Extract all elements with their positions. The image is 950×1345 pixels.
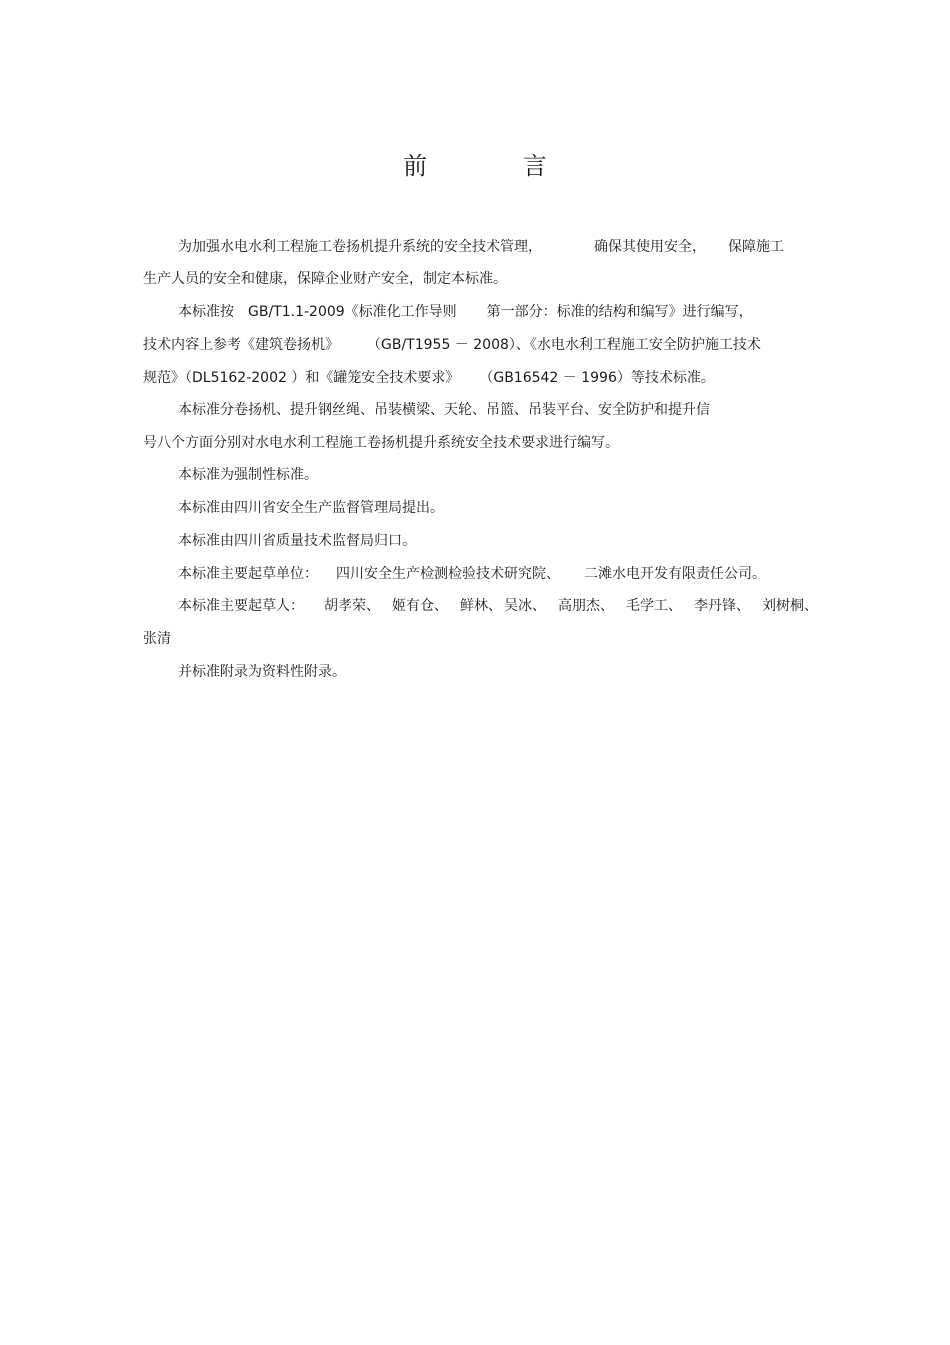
- text-segment: 高朋杰、: [558, 598, 614, 614]
- text-segment: GB/T1.1-2009《标准化工作导则: [248, 304, 457, 320]
- paragraph-line: [178, 663, 346, 681]
- text-segment: 鲜林、: [460, 598, 502, 614]
- text-segment: 二滩水电开发有限责任公司。: [584, 566, 766, 582]
- text-segment: 本标准主要起草人：: [178, 598, 304, 614]
- paragraph-line: [178, 466, 318, 484]
- text-segment: 为加强水电水利工程施工卷扬机提升系统的安全技术管理，: [178, 239, 542, 255]
- text-segment: 并标准附录为资料性附录。: [178, 664, 346, 680]
- paragraph-line: [178, 401, 710, 419]
- text-segment: （GB/T1955 － 2008）、《水电水利工程施工安全防护施工技术: [367, 337, 761, 353]
- paragraph-line: [143, 630, 171, 648]
- paragraph-line: [178, 532, 416, 550]
- text-segment: 本标准主要起草单位：: [178, 566, 318, 582]
- text-segment: 张清: [143, 631, 171, 647]
- text-segment: 确保其使用安全，: [594, 239, 706, 255]
- text-segment: 保障施工: [728, 239, 784, 255]
- text-segment: 胡孝荣、: [324, 598, 380, 614]
- paragraph-line: [143, 336, 761, 354]
- text-segment: 规范》（DL5162-2002 ）和《罐笼安全技术要求》: [143, 370, 460, 386]
- text-segment: 吴冰、: [504, 598, 546, 614]
- text-segment: 号八个方面分别对水电水利工程施工卷扬机提升系统安全技术要求进行编写。: [143, 435, 619, 451]
- page-title: 前 言: [403, 152, 591, 180]
- text-segment: 李丹锋、: [694, 598, 750, 614]
- text-segment: 四川安全生产检测检验技术研究院、: [336, 566, 560, 582]
- paragraph-line: [178, 238, 784, 256]
- paragraph-line: [178, 499, 444, 517]
- paragraph-line: [143, 434, 619, 452]
- text-segment: 技术内容上参考《建筑卷扬机》: [143, 337, 339, 353]
- text-segment: 本标准分卷扬机、提升钢丝绳、吊装横梁、天轮、吊篮、吊装平台、安全防护和提升信: [178, 402, 710, 418]
- text-segment: 姬有仓、: [392, 598, 448, 614]
- text-segment: 刘树桐、: [762, 598, 818, 614]
- text-segment: （GB16542 － 1996）等技术标准。: [479, 370, 715, 386]
- paragraph-line: [178, 303, 753, 321]
- paragraph-line: [143, 270, 507, 288]
- text-segment: 本标准为强制性标准。: [178, 467, 318, 483]
- text-segment: 毛学工、: [626, 598, 682, 614]
- text-segment: 第一部分：标准的结构和编写》进行编写，: [486, 304, 753, 320]
- paragraph-line: [143, 369, 715, 387]
- text-segment: 本标准按: [178, 304, 234, 320]
- text-segment: 生产人员的安全和健康，保障企业财产安全，制定本标准。: [143, 271, 507, 287]
- text-segment: 本标准由四川省安全生产监督管理局提出。: [178, 500, 444, 516]
- paragraph-line: [178, 597, 818, 615]
- text-segment: 本标准由四川省质量技术监督局归口。: [178, 533, 416, 549]
- paragraph-line: [178, 565, 766, 583]
